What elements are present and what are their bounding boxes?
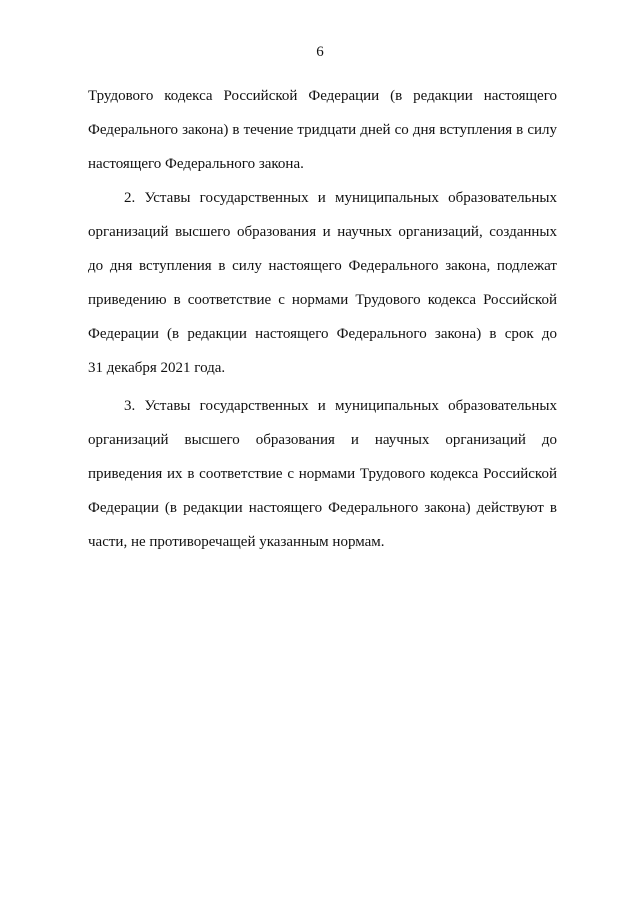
paragraph-3-line-5: части, не противоречащей указанным нормам. <box>88 534 385 550</box>
paragraph-2-line-2: организаций высшего образования и научных организаций, созданных <box>88 224 557 240</box>
page-number: 6 <box>316 44 324 60</box>
paragraph-2-line-6: 31 декабря 2021 года. <box>88 360 226 376</box>
paragraph-3-line-1: 3. Уставы государственных и муниципальных образовательных <box>124 398 557 414</box>
paragraph-1-line-2: Федерального закона) в течение тридцати дней со дня вступления в силу <box>88 122 557 138</box>
paragraph-3-line-2: организаций высшего образования и научных организаций до <box>88 432 557 448</box>
paragraph-2-line-5: Федерации (в редакции настоящего Федерального закона) в срок до <box>88 326 557 342</box>
paragraph-3-line-4: Федерации (в редакции настоящего Федерального закона) действуют в <box>88 500 557 516</box>
paragraph-2-line-1: 2. Уставы государственных и муниципальных образовательных <box>124 190 557 206</box>
paragraph-2-line-3: до дня вступления в силу настоящего Федерального закона, подлежат <box>88 258 557 274</box>
paragraph-1-line-1: Трудового кодекса Российской Федерации (в редакции настоящего <box>88 88 557 104</box>
paragraph-3-line-3: приведения их в соответствие с нормами Трудового кодекса Российской <box>88 466 557 482</box>
paragraph-1-line-3: настоящего Федерального закона. <box>88 156 304 172</box>
paragraph-2-line-4: приведению в соответствие с нормами Трудового кодекса Российской <box>88 292 557 308</box>
